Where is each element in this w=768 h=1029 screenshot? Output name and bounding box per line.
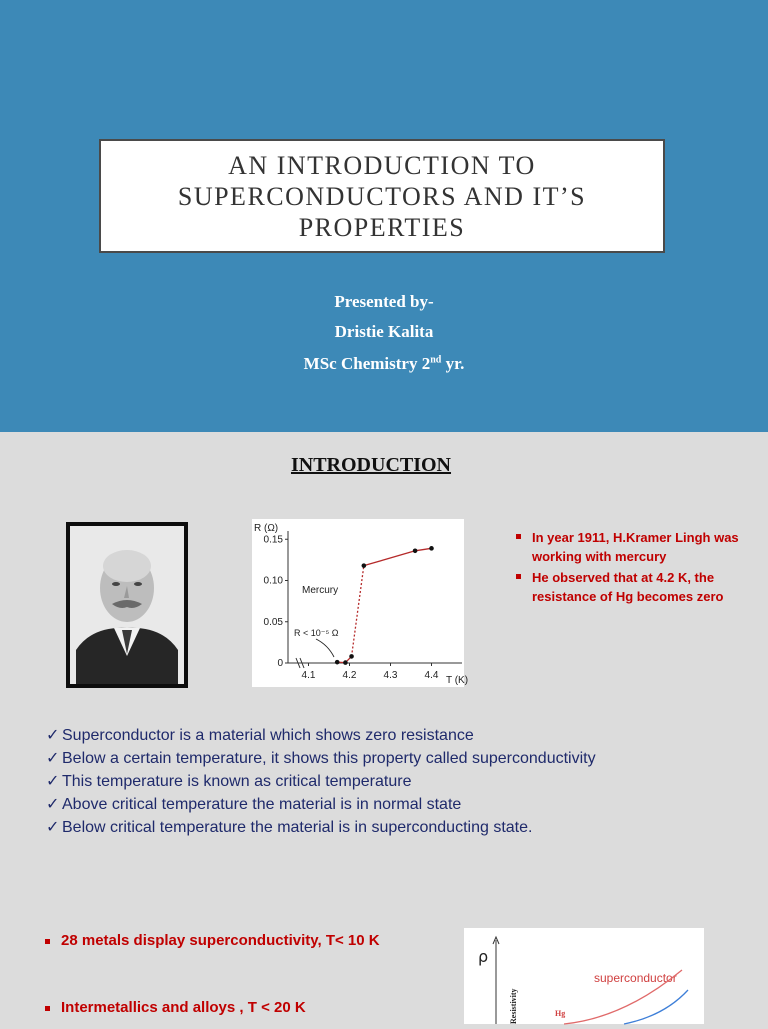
series-segment — [352, 566, 364, 657]
definition-checklist — [46, 724, 746, 839]
resistivity-axis-label: Resistivity — [509, 988, 518, 1024]
checkmark-icon: ✓ — [46, 747, 62, 770]
check-text: This temperature is known as critical temperature — [62, 773, 411, 790]
list-item: Intermetallics and alloys , T < 20 K — [44, 999, 380, 1016]
course-sup: nd — [430, 354, 441, 365]
checkmark-icon: ✓ — [46, 770, 62, 793]
x-tick-label: 4.1 — [302, 670, 316, 681]
data-point — [429, 546, 434, 551]
list-item — [46, 770, 746, 793]
rho-symbol: ρ — [478, 947, 488, 966]
presenter-name: Dristie Kalita — [0, 322, 768, 342]
x-tick-label: 4.3 — [384, 670, 398, 681]
y-tick-label: 0.05 — [264, 617, 284, 628]
intro-heading: INTRODUCTION — [0, 454, 742, 477]
title-box — [99, 139, 665, 253]
resistivity-chart — [464, 928, 704, 1024]
title-slide — [0, 0, 768, 432]
title-line-1: AN INTRODUCTION TO — [228, 151, 536, 180]
data-point — [413, 549, 418, 554]
course-text: MSc Chemistry 2 — [304, 354, 431, 373]
series-label-mercury: Mercury — [302, 585, 338, 596]
chart-y-label: R (Ω) — [254, 523, 278, 534]
series-segment — [364, 551, 415, 566]
y-tick-label: 0.15 — [264, 534, 284, 545]
material-bullets — [44, 932, 380, 1016]
check-text: Below critical temperature the material is in superconducting state. — [62, 819, 532, 836]
x-tick-label: 4.4 — [425, 670, 439, 681]
superconductor-label: superconductor — [594, 971, 677, 985]
data-point — [343, 660, 348, 665]
check-text: Superconductor is a material which shows zero resistance — [62, 727, 474, 744]
list-item: He observed that at 4.2 K, the resistance of Hg becomes zero — [514, 568, 754, 606]
data-point — [349, 654, 354, 659]
portrait-photo — [66, 522, 188, 688]
normal-metal-curve — [624, 990, 688, 1024]
list-item — [46, 747, 746, 770]
check-text: Above critical temperature the material is in normal state — [62, 796, 461, 813]
list-item — [46, 816, 746, 839]
data-point — [362, 563, 367, 568]
checkmark-icon: ✓ — [46, 724, 62, 747]
presented-by: Presented by- — [0, 292, 768, 312]
slide-title — [178, 150, 586, 243]
title-line-3: PROPERTIES — [299, 213, 466, 242]
introduction-slide — [0, 432, 768, 1024]
list-item — [46, 724, 746, 747]
x-tick-label: 4.2 — [343, 670, 357, 681]
checkmark-icon: ✓ — [46, 793, 62, 816]
checkmark-icon: ✓ — [46, 816, 62, 839]
presenter-course — [0, 354, 768, 374]
y-tick-label: 0 — [277, 658, 283, 669]
mercury-resistance-chart — [252, 519, 464, 687]
annotation-resistance: R < 10⁻⁵ Ω — [294, 628, 339, 638]
y-tick-label: 0.10 — [264, 576, 284, 587]
annotation-arrow — [316, 639, 334, 657]
course-suffix: yr. — [441, 354, 464, 373]
hg-label: Hg — [555, 1009, 565, 1018]
list-item: In year 1911, H.Kramer Lingh was working with mercury — [514, 528, 754, 566]
discovery-bullets — [514, 528, 754, 608]
title-line-2: SUPERCONDUCTORS AND IT’S — [178, 182, 586, 211]
series-segment — [415, 548, 431, 550]
list-item: 28 metals display superconductivity, T< 10 K — [44, 932, 380, 949]
data-point — [335, 660, 340, 665]
list-item — [46, 793, 746, 816]
check-text: Below a certain temperature, it shows this property called superconductivity — [62, 750, 596, 767]
chart-x-label: T (K) — [446, 675, 468, 686]
